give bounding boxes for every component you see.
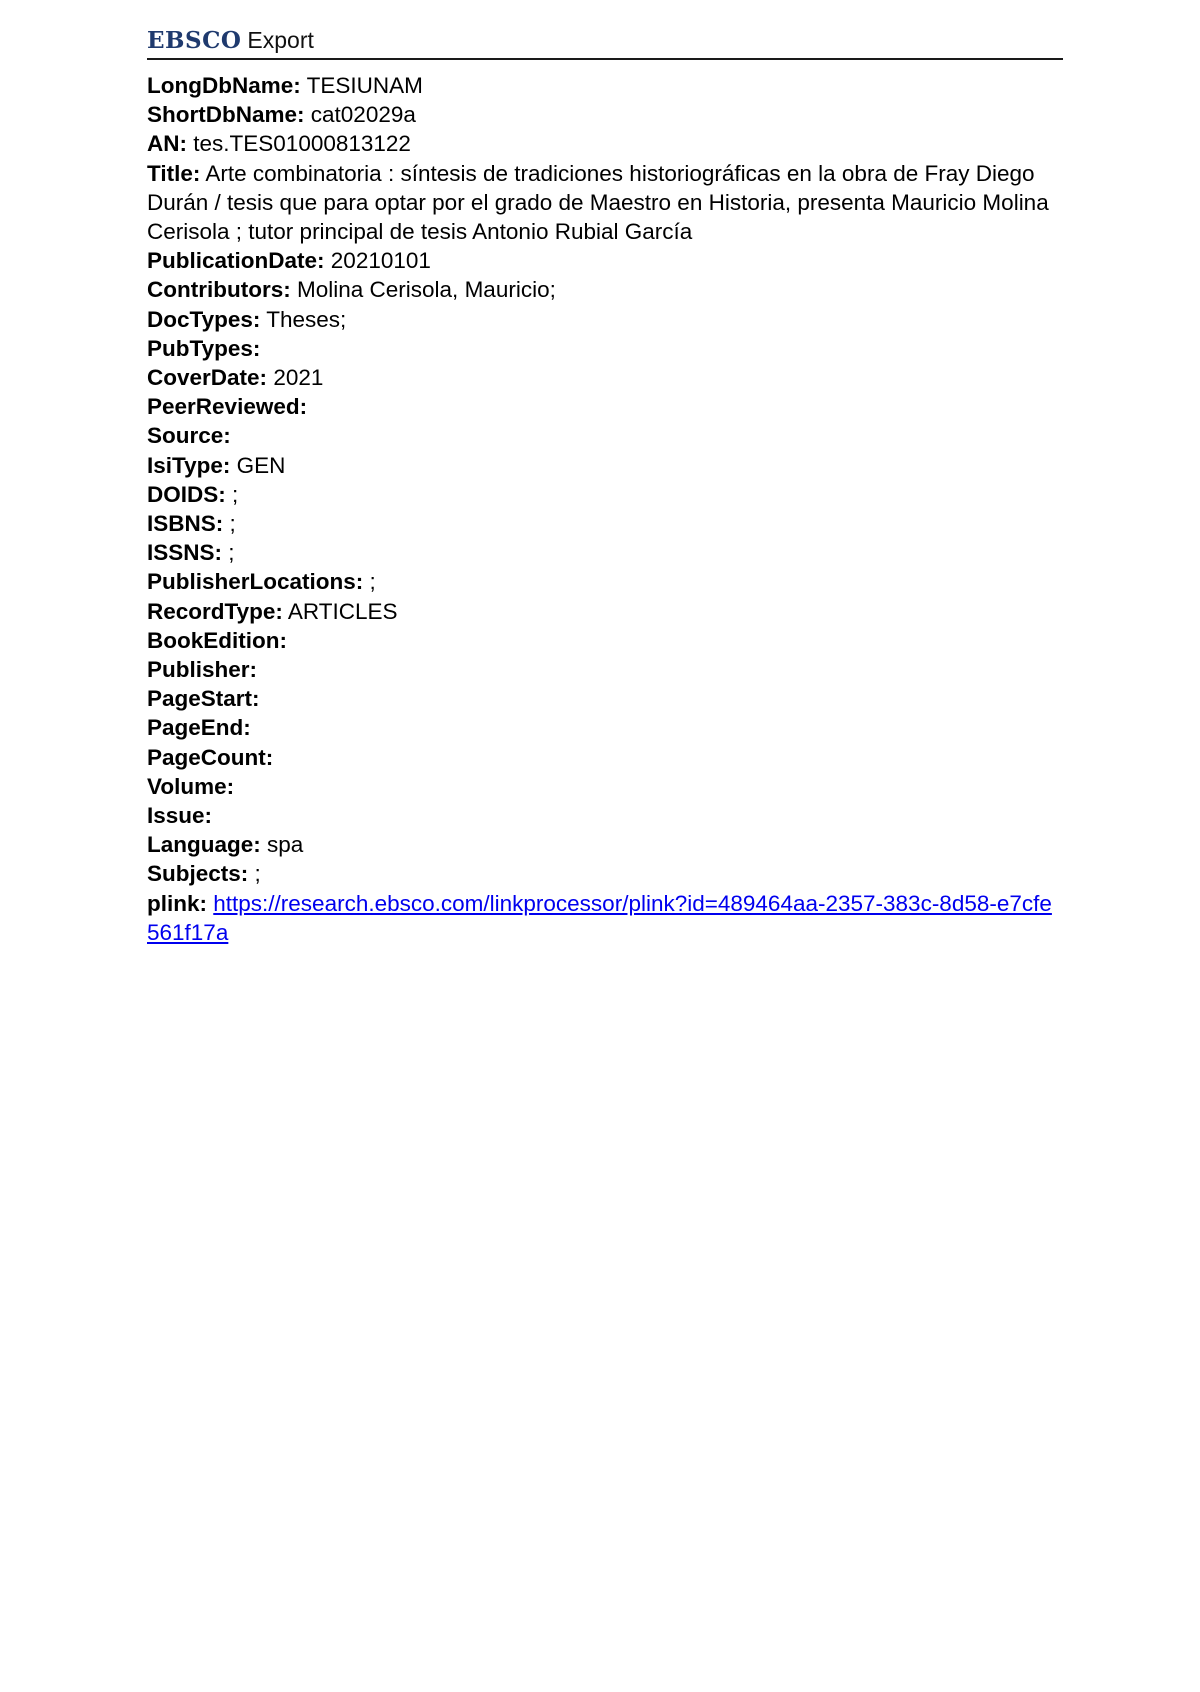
field-label: Publisher: xyxy=(147,657,258,683)
field-value: cat02029a xyxy=(310,102,416,128)
field-value: ; xyxy=(229,511,236,537)
field-value: ARTICLES xyxy=(287,598,398,624)
page-title: Export xyxy=(247,27,314,53)
field-value: ; xyxy=(228,540,235,566)
field-value: Theses; xyxy=(266,306,347,332)
field-value: Arte combinatoria : síntesis de tradiciones historiográficas en la obra de Fray Diego Durán / tesis que para optar por el grado de Maestro en Historia, presenta Mauricio Molina Cerisola ; tutor principal de tesis Antonio Rubial García xyxy=(147,160,1049,245)
field-row xyxy=(147,626,1063,655)
field-label: PublisherLocations: xyxy=(147,569,364,595)
field-label: Title: xyxy=(147,160,201,186)
field-label: BookEdition: xyxy=(147,627,287,653)
field-label: DocTypes: xyxy=(147,306,261,332)
field-label: PubTypes: xyxy=(147,335,261,361)
field-value: ; xyxy=(254,861,261,887)
field-row xyxy=(147,275,1063,304)
field-value: tes.TES01000813122 xyxy=(193,131,411,157)
field-label: Subjects: xyxy=(147,861,249,887)
field-label: DOIDS: xyxy=(147,481,226,507)
field-label: plink: xyxy=(147,890,207,916)
record-fields xyxy=(147,71,1063,947)
field-row xyxy=(147,538,1063,567)
field-row xyxy=(147,567,1063,596)
field-row xyxy=(147,772,1063,801)
field-row xyxy=(147,480,1063,509)
field-label: PageEnd: xyxy=(147,715,251,741)
field-label: Contributors: xyxy=(147,277,291,303)
field-row xyxy=(147,305,1063,334)
field-plink xyxy=(147,889,1063,947)
field-row xyxy=(147,743,1063,772)
field-row xyxy=(147,655,1063,684)
field-label: PageCount: xyxy=(147,744,274,770)
field-row xyxy=(147,100,1063,129)
field-row xyxy=(147,159,1063,247)
field-row xyxy=(147,713,1063,742)
field-value: 20210101 xyxy=(330,248,431,274)
field-row xyxy=(147,363,1063,392)
field-row xyxy=(147,451,1063,480)
field-value: ; xyxy=(369,569,376,595)
field-row xyxy=(147,246,1063,275)
field-label: Source: xyxy=(147,423,231,449)
field-label: RecordType: xyxy=(147,598,283,624)
field-label: ISBNS: xyxy=(147,511,224,537)
field-label: AN: xyxy=(147,131,187,157)
field-value: GEN xyxy=(236,452,286,478)
field-label: IsiType: xyxy=(147,452,231,478)
field-value: Molina Cerisola, Mauricio; xyxy=(297,277,556,303)
field-label: PageStart: xyxy=(147,686,260,712)
page-header xyxy=(147,26,1063,60)
field-value: TESIUNAM xyxy=(306,73,423,98)
field-row xyxy=(147,830,1063,859)
field-row xyxy=(147,684,1063,713)
field-row xyxy=(147,597,1063,626)
field-label: LongDbName: xyxy=(147,73,301,98)
field-row xyxy=(147,334,1063,363)
field-label: Volume: xyxy=(147,773,235,799)
ebsco-logo: EBSCO xyxy=(147,27,242,54)
field-value: ; xyxy=(232,481,239,507)
field-value: spa xyxy=(267,832,304,858)
field-row xyxy=(147,801,1063,830)
field-value: 2021 xyxy=(273,365,324,391)
field-row xyxy=(147,421,1063,450)
field-label: ShortDbName: xyxy=(147,102,305,128)
field-label: ISSNS: xyxy=(147,540,223,566)
header-title-group xyxy=(147,27,314,54)
field-label: Language: xyxy=(147,832,261,858)
field-row xyxy=(147,71,1063,100)
field-row xyxy=(147,392,1063,421)
field-row xyxy=(147,509,1063,538)
field-row xyxy=(147,129,1063,158)
field-label: PublicationDate: xyxy=(147,248,325,274)
plink-link[interactable]: https://research.ebsco.com/linkprocessor/plink?id=489464aa-2357-383c-8d58-e7cfe561f17a xyxy=(147,890,1052,945)
field-label: CoverDate: xyxy=(147,365,268,391)
field-label: PeerReviewed: xyxy=(147,394,308,420)
field-row xyxy=(147,859,1063,888)
field-label: Issue: xyxy=(147,803,213,829)
